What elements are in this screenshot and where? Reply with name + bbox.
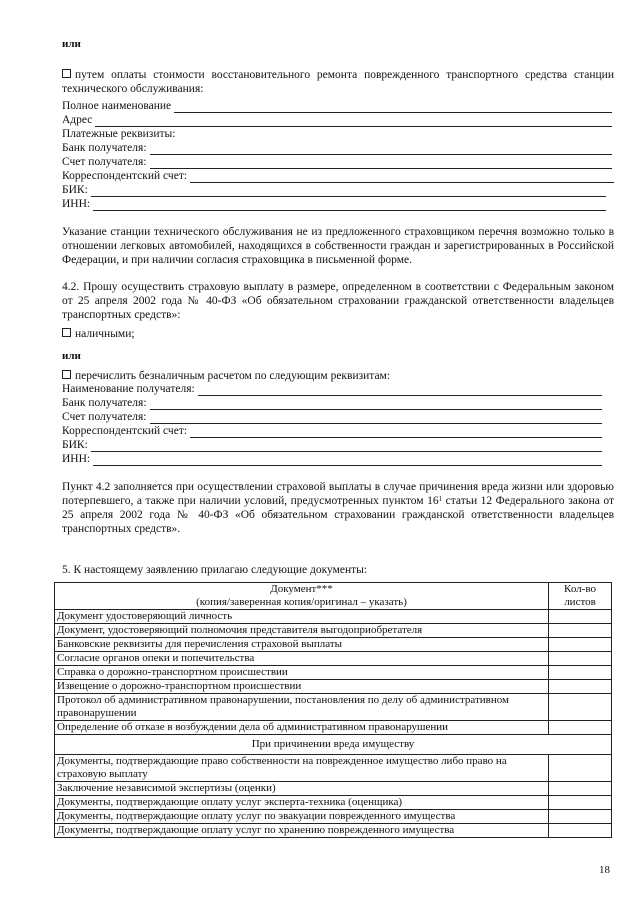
document-name-cell: Согласие органов опеки и попечительства bbox=[55, 652, 549, 666]
table-row bbox=[55, 624, 612, 638]
field-recipient-corr-account[interactable]: Корреспондентский счет: bbox=[62, 424, 602, 438]
table-row bbox=[55, 782, 612, 796]
document-name-cell: Документ, удостоверяющий полномочия представителя выгодоприобретателя bbox=[55, 624, 549, 638]
sheet-count-cell[interactable] bbox=[549, 810, 612, 824]
sheet-count-cell[interactable] bbox=[549, 638, 612, 652]
sheet-count-cell[interactable] bbox=[549, 624, 612, 638]
table-row bbox=[55, 652, 612, 666]
table-row bbox=[55, 694, 612, 721]
sheet-count-cell[interactable] bbox=[549, 755, 612, 782]
table-row bbox=[55, 810, 612, 824]
documents-table bbox=[54, 582, 612, 838]
document-name-cell: Определение об отказе в возбуждении дела об административном правонарушении bbox=[55, 721, 549, 735]
table-row bbox=[55, 610, 612, 624]
document-name-cell: Протокол об административном правонарушении, постановления по делу об административном правонарушении bbox=[55, 694, 549, 721]
sheet-count-cell[interactable] bbox=[549, 666, 612, 680]
header-document: Документ*** (копия/заверенная копия/оригинал – указать) bbox=[55, 583, 549, 610]
section-4-2-note: Пункт 4.2 заполняется при осуществлении страховой выплаты в случае причинения вреда жизни или здоровью потерпевшего, а также при наличии условий, предусмотренных пунктом $16^1$ статьи 12 Федерального закона от 25 апреля 2002 года № 40-ФЗ «Об обязательном страховании гражданской ответственности владельцев транспортных средств». bbox=[62, 481, 614, 535]
sheet-count-cell[interactable] bbox=[549, 680, 612, 694]
property-damage-section-label: При причинении вреда имуществу bbox=[55, 735, 612, 755]
transfer-option bbox=[62, 369, 614, 383]
sheet-count-cell[interactable] bbox=[549, 824, 612, 838]
sheet-count-cell[interactable] bbox=[549, 610, 612, 624]
table-row bbox=[55, 721, 612, 735]
document-name-cell: Документы, подтверждающие оплату услуг по хранению поврежденного имущества bbox=[55, 824, 549, 838]
repair-note: Указание станции технического обслуживания не из предложенного страховщиком перечня возможно только в отношении легковых автомобилей, находящихся в собственности граждан и зарегистрированных в Российской Федерации, и при наличии согласия страховщика в письменной форме. bbox=[62, 226, 614, 266]
document-name-cell: Извещение о дорожно-транспортном происшествии bbox=[55, 680, 549, 694]
field-account[interactable]: Счет получателя: bbox=[62, 155, 612, 169]
repair-option-checkbox[interactable] bbox=[62, 69, 71, 78]
or-label-middle: или bbox=[62, 350, 81, 362]
sheet-count-cell[interactable] bbox=[549, 652, 612, 666]
repair-option bbox=[62, 68, 614, 96]
document-name-cell: Банковские реквизиты для перечисления страховой выплаты bbox=[55, 638, 549, 652]
field-recipient-bank[interactable]: Банк получателя: bbox=[62, 396, 602, 410]
table-row bbox=[55, 638, 612, 652]
field-address[interactable]: Адрес bbox=[62, 113, 612, 127]
table-row bbox=[55, 755, 612, 782]
section-5-title: 5. К настоящему заявлению прилагаю следующие документы: bbox=[62, 564, 368, 576]
field-full-name[interactable]: Полное наименование bbox=[62, 99, 612, 113]
cash-option-text: наличными; bbox=[75, 328, 135, 340]
field-corr-account[interactable]: Корреспондентский счет: bbox=[62, 169, 614, 183]
document-name-cell: Документ удостоверяющий личность bbox=[55, 610, 549, 624]
field-recipient-inn[interactable]: ИНН: bbox=[62, 452, 602, 466]
field-recipient-bik[interactable]: БИК: bbox=[62, 438, 602, 452]
field-payment-details-label: Платежные реквизиты: bbox=[62, 128, 176, 140]
section-4-2-text: 4.2. Прошу осуществить страховую выплату в размере, определенном в соответствии с Федеральным законом от 25 апреля 2002 года № 40-ФЗ «Об обязательном страховании гражданской ответственности владельцев транспортных средств»: bbox=[62, 281, 614, 321]
field-recipient-name[interactable]: Наименование получателя: bbox=[62, 382, 602, 396]
transfer-option-checkbox[interactable] bbox=[62, 370, 71, 379]
field-bik[interactable]: БИК: bbox=[62, 183, 606, 197]
repair-option-text: путем оплаты стоимости восстановительного ремонта поврежденного транспортного средства станции технического обслуживания: bbox=[62, 69, 614, 95]
page-number: 18 bbox=[599, 864, 610, 876]
cash-option bbox=[62, 327, 614, 341]
cash-option-checkbox[interactable] bbox=[62, 328, 71, 337]
document-name-cell: Документы, подтверждающие право собственности на поврежденное имущество либо право на страховую выплату bbox=[55, 755, 549, 782]
document-name-cell: Справка о дорожно-транспортном происшествии bbox=[55, 666, 549, 680]
field-inn[interactable]: ИНН: bbox=[62, 197, 606, 211]
table-row bbox=[55, 680, 612, 694]
field-recipient-account[interactable]: Счет получателя: bbox=[62, 410, 602, 424]
document-name-cell: Документы, подтверждающие оплату услуг по эвакуации поврежденного имущества bbox=[55, 810, 549, 824]
table-header-row bbox=[55, 583, 612, 610]
transfer-option-text: перечислить безналичным расчетом по следующим реквизитам: bbox=[75, 370, 391, 382]
footnote-superscript: 1 bbox=[438, 495, 443, 503]
sheet-count-cell[interactable] bbox=[549, 694, 612, 721]
document-name-cell: Документы, подтверждающие оплату услуг эксперта-техника (оценщика) bbox=[55, 796, 549, 810]
table-row bbox=[55, 796, 612, 810]
field-bank[interactable]: Банк получателя: bbox=[62, 141, 612, 155]
header-quantity: Кол-во листов bbox=[549, 583, 612, 610]
sheet-count-cell[interactable] bbox=[549, 721, 612, 735]
table-row bbox=[55, 666, 612, 680]
or-label-top: или bbox=[62, 38, 81, 50]
sheet-count-cell[interactable] bbox=[549, 796, 612, 810]
table-row bbox=[55, 824, 612, 838]
document-name-cell: Заключение независимой экспертизы (оценки) bbox=[55, 782, 549, 796]
sheet-count-cell[interactable] bbox=[549, 782, 612, 796]
property-damage-section-row bbox=[55, 735, 612, 755]
